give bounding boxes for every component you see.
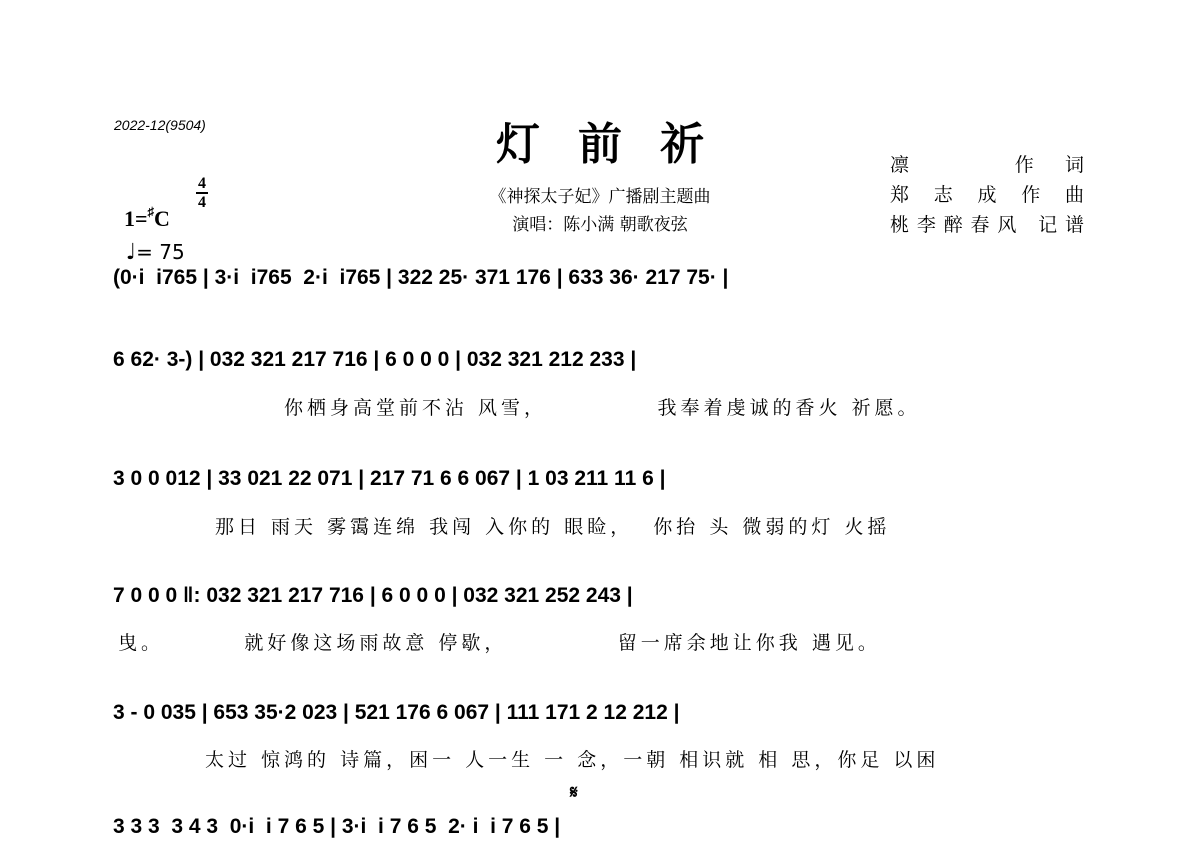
key-prefix: 1= <box>124 206 148 231</box>
score-line-5: 3 - 0 035 | 653 35·2 023 | 521 176 6 067 | 111 171 2 12 212 | <box>113 701 680 724</box>
sharp-icon: ♯ <box>147 204 155 219</box>
score-line-3: 3 0 0 012 | 33 021 22 071 | 217 71 6 6 067 | 1 03 211 11 6 | <box>113 467 666 490</box>
composer-credit: 郑志成作曲 <box>890 184 1084 206</box>
score-serial: 2022-12(9504) <box>114 117 206 133</box>
score-line-1: (0·i i765 | 3·i i765 2·i i765 | 322 25· 371 176 | 633 36· 217 75· | <box>113 266 729 289</box>
singers: 演唱：陈小满 朝歌夜弦 <box>512 215 688 235</box>
segno-icon: 𝄋 <box>570 782 578 803</box>
lyrics-line-3: 那日 雨天 雾霭连绵 我闯 入你的 眼睑， 你抬 头 微弱的灯 火摇 <box>215 516 891 538</box>
lyrics-line-2: 你栖身高堂前不沾 风雪， 我奉着虔诚的香火 祈愿。 <box>284 397 921 419</box>
time-bottom: 4 <box>198 194 206 211</box>
song-title: 灯前祈 <box>496 119 742 170</box>
song-subtitle: 《神探太子妃》广播剧主题曲 <box>489 187 711 207</box>
tempo-value: = 75 <box>136 240 185 264</box>
score-line-2: 6 62· 3-) | 032 321 217 716 | 6 0 0 0 | 032 321 212 233 | <box>113 348 637 371</box>
key-note: C <box>154 206 170 231</box>
lyrics-line-4: 曳。 就好像这场雨故意 停歇， 留一席余地让你我 遇见。 <box>118 632 881 654</box>
score-line-6: 3 3 3 3 4 3 0·i i 7 6 5 | 3·i i 7 6 5 2· i i 7 6 5 | <box>113 815 561 838</box>
time-signature <box>196 176 208 210</box>
time-top: 4 <box>198 175 206 192</box>
tempo-marking <box>113 216 185 265</box>
lyricist-credit: 凛 作词 <box>890 154 1084 176</box>
lyrics-line-5: 太过 惊鸿的 诗篇，困一 人一生 一 念，一朝 相识就 相 思，你足 以困 <box>205 749 940 771</box>
score-line-4: 7 0 0 0 ‖: 032 321 217 716 | 6 0 0 0 | 032 321 252 243 | <box>113 584 633 607</box>
transcriber-credit: 桃李醉春风 记谱 <box>890 214 1084 236</box>
quarter-note-icon: ♩ <box>125 240 137 265</box>
